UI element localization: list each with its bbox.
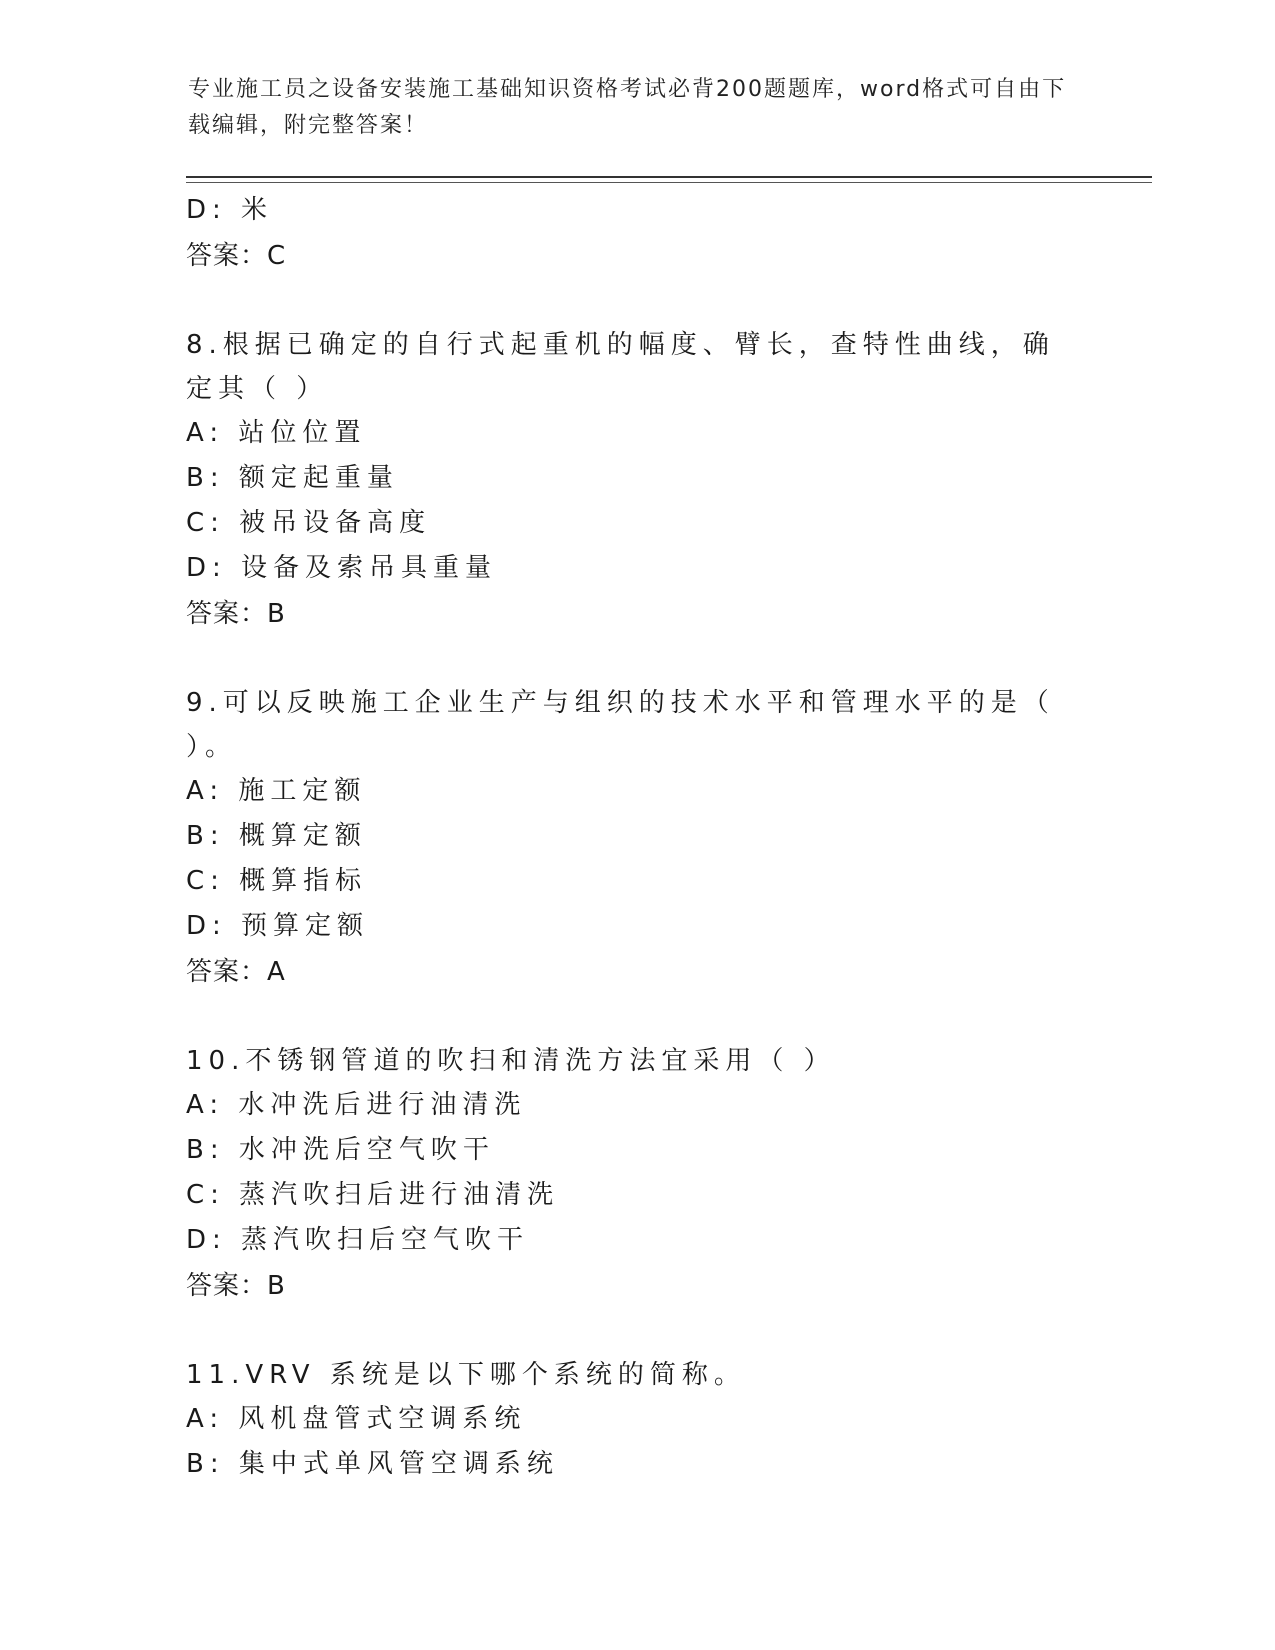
option-a: A: 风机盘管式空调系统 xyxy=(186,1404,527,1434)
question-stem: 8.根据已确定的自行式起重机的幅度、臂长，查特性曲线，确定其（ ） xyxy=(186,330,1055,404)
answer: 答案：B xyxy=(186,599,286,629)
document-header: 专业施工员之设备安装施工基础知识资格考试必背200题题库，word格式可自由下载编辑，附完整答案！ xyxy=(188,77,1067,138)
question-9 xyxy=(186,681,1086,995)
option-d: D: 米 xyxy=(186,195,274,225)
option-d: D: 蒸汽吹扫后空气吹干 xyxy=(186,1225,530,1255)
option-d: D: 设备及索吊具重量 xyxy=(186,553,498,583)
option-b: B: 额定起重量 xyxy=(186,463,399,493)
option-d: D: 预算定额 xyxy=(186,911,370,941)
option-c: C: 蒸汽吹扫后进行油清洗 xyxy=(186,1180,560,1210)
option-b: B: 概算定额 xyxy=(186,821,367,851)
header-divider xyxy=(186,176,1152,178)
question-stem: 11.VRV 系统是以下哪个系统的简称。 xyxy=(186,1360,746,1390)
answer: 答案：C xyxy=(186,241,287,271)
option-a: A: 站位位置 xyxy=(186,418,367,448)
option-b: B: 水冲洗后空气吹干 xyxy=(186,1135,495,1165)
answer: 答案：A xyxy=(186,957,286,987)
answer: 答案：B xyxy=(186,1271,286,1301)
option-a: A: 水冲洗后进行油清洗 xyxy=(186,1090,527,1120)
option-a: A: 施工定额 xyxy=(186,776,367,806)
option-c: C: 被吊设备高度 xyxy=(186,508,432,538)
question-8 xyxy=(186,323,1086,637)
question-stem: 9.可以反映施工企业生产与组织的技术水平和管理水平的是（ ）。 xyxy=(186,688,1055,762)
question-content xyxy=(186,188,1086,1487)
question-11 xyxy=(186,1353,1086,1487)
question-10 xyxy=(186,1039,1086,1309)
option-b: B: 集中式单风管空调系统 xyxy=(186,1449,559,1479)
header-divider-thin xyxy=(186,182,1152,183)
option-c: C: 概算指标 xyxy=(186,866,368,896)
question-stem: 10.不锈钢管道的吹扫和清洗方法宜采用（ ） xyxy=(186,1046,836,1076)
